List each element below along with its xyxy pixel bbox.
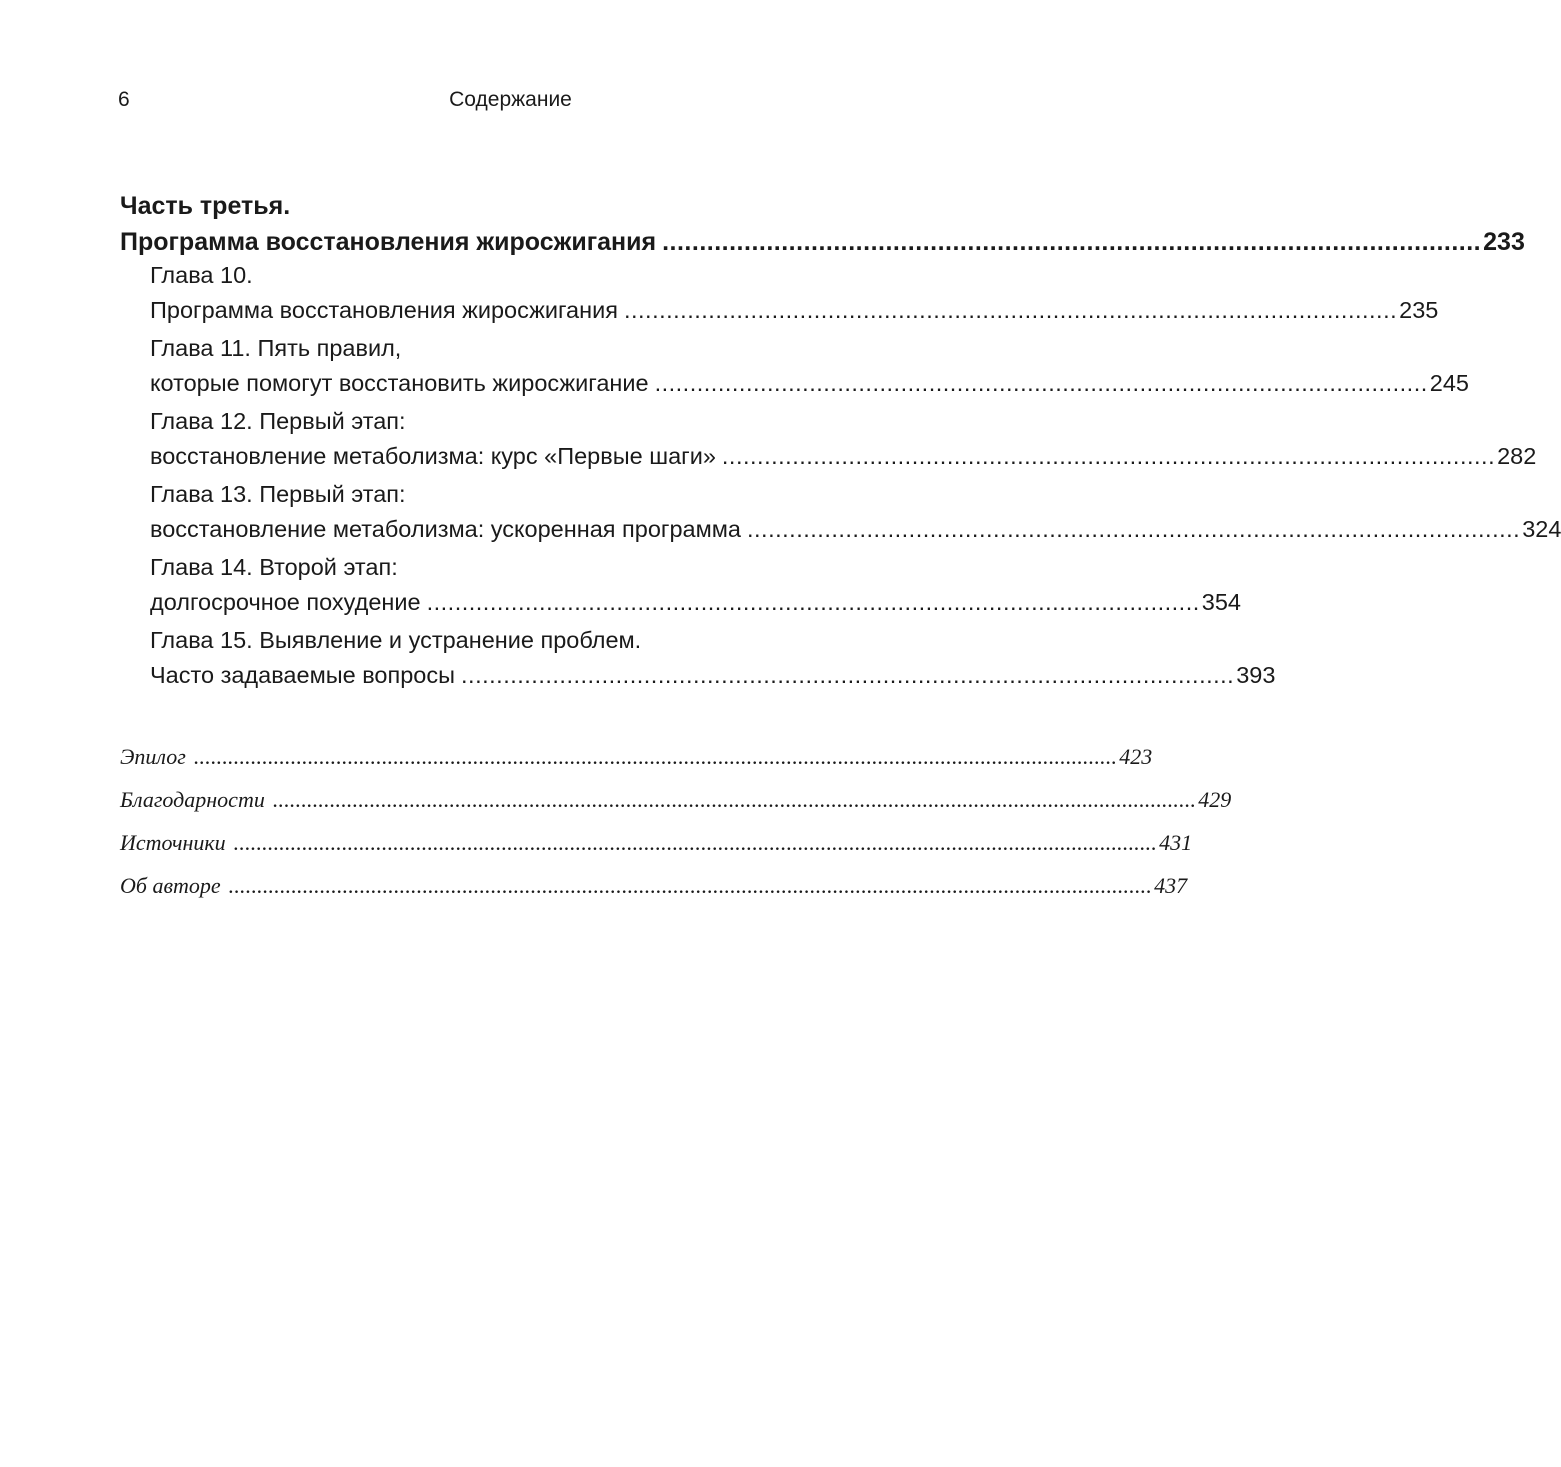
chapter-title-line	[150, 585, 1241, 620]
chapter-title: Часто задаваемые вопросы	[150, 662, 456, 688]
dot-leader: ..................................................................................................................................................................	[233, 830, 1158, 855]
back-matter-title: Благодарности	[120, 787, 265, 812]
chapter-list	[150, 258, 1561, 696]
back-matter-entry	[120, 821, 1193, 864]
back-matter-page-number: 423	[1119, 744, 1153, 769]
chapter-page-number: 324	[1522, 516, 1561, 542]
part-title-line1: Часть третья.	[120, 192, 291, 220]
running-title: Содержание	[449, 88, 572, 111]
chapter-page-number: 282	[1497, 443, 1537, 469]
chapter-entry	[150, 623, 1276, 693]
chapter-title-line	[150, 439, 1537, 474]
chapter-title: которые помогут восстановить жиросжигание	[150, 370, 649, 396]
back-matter-page-number: 429	[1198, 787, 1232, 812]
chapter-heading: Глава 10.	[150, 262, 253, 288]
chapter-page-number: 393	[1236, 662, 1276, 688]
part-title: Программа восстановления жиросжигания	[120, 228, 657, 256]
chapter-page-number: 235	[1399, 297, 1439, 323]
chapter-title-line	[150, 658, 1276, 693]
chapter-entry	[150, 258, 1439, 328]
chapter-title: Программа восстановления жиросжигания	[150, 297, 618, 323]
dot-leader: ..............................................................................................................	[461, 662, 1235, 688]
dot-leader: ..............................................................................................................	[747, 516, 1521, 542]
part-page-number: 233	[1483, 228, 1525, 256]
chapter-title: восстановление метаболизма: курс «Первые шаги»	[150, 443, 716, 469]
chapter-page-number: 354	[1201, 589, 1241, 615]
running-head	[118, 88, 903, 118]
dot-leader: ..............................................................................................................	[654, 370, 1428, 396]
part-title-line2	[120, 224, 1525, 260]
back-matter-title: Об авторе	[120, 873, 221, 898]
chapter-entry	[150, 331, 1469, 401]
chapter-title-line	[150, 366, 1469, 401]
chapter-entry	[150, 404, 1537, 474]
back-matter-entry	[120, 735, 1153, 778]
chapter-title-line	[150, 512, 1561, 547]
back-matter-title: Эпилог	[120, 744, 186, 769]
back-matter-page-number: 437	[1154, 873, 1188, 898]
back-matter-entry	[120, 864, 1188, 907]
dot-leader: ..............................................................................................................	[662, 228, 1482, 256]
chapter-heading: Глава 15. Выявление и устранение проблем.	[150, 627, 642, 653]
part-entry	[120, 188, 1525, 260]
dot-leader: ..................................................................................................................................................................	[272, 787, 1197, 812]
chapter-heading: Глава 13. Первый этап:	[150, 481, 406, 507]
chapter-heading: Глава 14. Второй этап:	[150, 554, 398, 580]
back-matter-page-number: 431	[1159, 830, 1193, 855]
dot-leader: ..............................................................................................................	[623, 297, 1398, 323]
back-matter-list	[120, 735, 1232, 907]
dot-leader: ..................................................................................................................................................................	[228, 873, 1153, 898]
chapter-title: восстановление метаболизма: ускоренная программа	[150, 516, 741, 542]
chapter-title: долгосрочное похудение	[150, 589, 421, 615]
chapter-heading: Глава 12. Первый этап:	[150, 408, 406, 434]
chapter-entry	[150, 550, 1241, 620]
chapter-entry	[150, 477, 1561, 547]
chapter-heading: Глава 11. Пять правил,	[150, 335, 402, 361]
dot-leader: ..............................................................................................................	[426, 589, 1200, 615]
page-number: 6	[118, 88, 130, 111]
chapter-title-line	[150, 293, 1439, 328]
back-matter-title: Источники	[120, 830, 226, 855]
dot-leader: ..............................................................................................................	[721, 443, 1496, 469]
dot-leader: ..................................................................................................................................................................	[193, 744, 1118, 769]
back-matter-entry	[120, 778, 1232, 821]
chapter-page-number: 245	[1429, 370, 1469, 396]
